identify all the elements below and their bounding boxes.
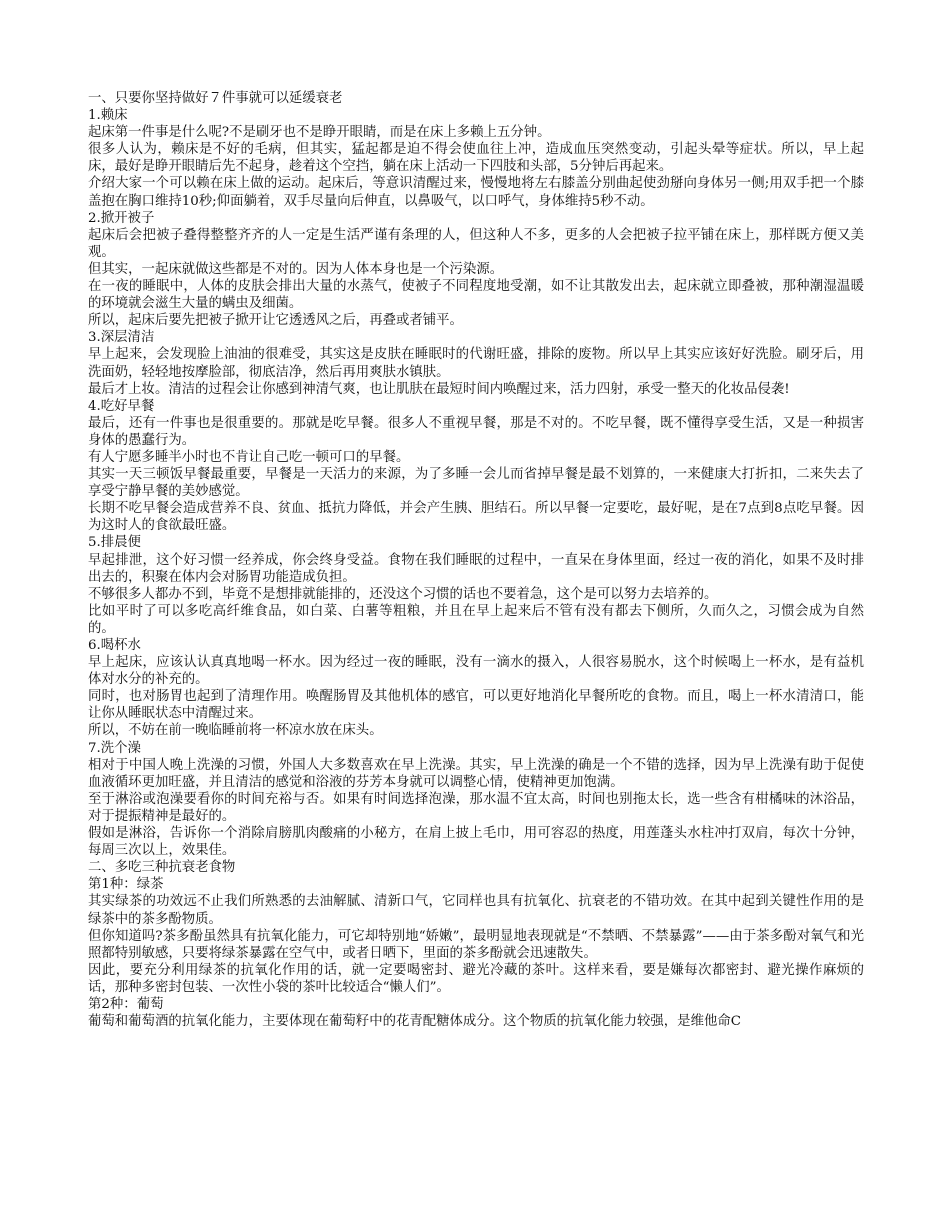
body-paragraph: 很多人认为，赖床是不好的毛病，但其实，猛起都是迫不得会使血往上冲，造成血压突然变动，引起头晕等症状。所以，早上起床，最好是睁开眼睛后先不起身，趁着这个空挡，躺在床上活动一下四肢和头部，5分钟后再起来。	[88, 142, 864, 175]
body-paragraph: 但你知道吗?茶多酚虽然具有抗氧化能力，可它却特别地“娇嫩”，最明显地表现就是“不禁晒、不禁暴露”——由于茶多酚对氧气和光照都特别敏感，只要将绿茶暴露在空气中，或者日晒下，里面的茶多酚就会迅速散失。	[88, 928, 864, 961]
body-paragraph: 在一夜的睡眠中，人体的皮肤会排出大量的水蒸气，使被子不同程度地受潮，如不让其散发出去，起床就立即叠被，那种潮湿温暖的环境就会滋生大量的螨虫及细菌。	[88, 279, 864, 312]
body-paragraph: 比如平时了可以多吃高纤维食品，如白菜、白薯等粗粮，并且在早上起来后不管有没有都去下侧所，久而久之，习惯会成为自然的。	[88, 603, 864, 636]
body-paragraph: 相对于中国人晚上洗澡的习惯，外国人大多数喜欢在早上洗澡。其实，早上洗澡的确是一个不错的选择，因为早上洗澡有助于促使血液循环更加旺盛，并且清洁的感觉和浴液的芬芳本身就可以调整心情，使精神更加饱满。	[88, 757, 864, 790]
body-paragraph: 所以，不妨在前一晚临睡前将一杯凉水放在床头。	[88, 723, 383, 739]
body-paragraph: 葡萄和葡萄酒的抗氧化能力，主要体现在葡萄籽中的花青配糖体成分。这个物质的抗氧化能力较强，是维他命C	[88, 1014, 741, 1030]
section-heading: 第1种：绿茶	[88, 877, 164, 893]
body-paragraph: 其实绿茶的功效远不止我们所熟悉的去油解腻、清新口气，它同样也具有抗氧化、抗衰老的不错功效。在其中起到关键性作用的是绿茶中的茶多酚物质。	[88, 894, 864, 927]
body-paragraph: 最后，还有一件事也是很重要的。那就是吃早餐。很多人不重视早餐，那是不对的。不吃早餐，既不懂得享受生活，又是一种损害身体的愚蠢行为。	[88, 415, 864, 448]
section-heading: 2.掀开被子	[88, 210, 155, 226]
body-paragraph: 其实一天三顿饭早餐最重要，早餐是一天活力的来源，为了多睡一会儿而省掉早餐是最不划算的，一来健康大打折扣，二来失去了享受宁静早餐的美妙感觉。	[88, 467, 864, 500]
body-paragraph: 同时，也对肠胃也起到了清理作用。唤醒肠胃及其他机体的感官，可以更好地消化早餐所吃的食物。而且，喝上一杯水清清口，能让你从睡眠状态中清醒过来。	[88, 689, 864, 722]
section-heading: 二、多吃三种抗衰老食物	[88, 860, 236, 876]
body-paragraph: 所以，起床后要先把被子掀开让它透透风之后，再叠或者铺平。	[88, 313, 463, 329]
body-paragraph: 早上起来，会发现脸上油油的很难受，其实这是皮肤在睡眠时的代谢旺盛，排除的废物。所以早上其实应该好好洗脸。刷牙后，用洗面奶，轻轻地按摩脸部，彻底洁净，然后再用爽肤水镇肤。	[88, 347, 864, 380]
body-paragraph: 起床第一件事是什么呢?不是刷牙也不是睁开眼睛，而是在床上多赖上五分钟。	[88, 125, 551, 141]
document-page	[88, 90, 864, 1030]
section-heading: 5.排晨便	[88, 535, 141, 551]
body-paragraph: 不够很多人都办不到，毕竟不是想排就能排的，还没这个习惯的话也不要着急，这个是可以努力去培养的。	[88, 586, 718, 602]
body-paragraph: 起床后会把被子叠得整整齐齐的人一定是生活严谨有条理的人，但这种人不多，更多的人会把被子拉平铺在床上，那样既方便又美观。	[88, 227, 864, 260]
section-heading: 一、只要你坚持做好７件事就可以延缓衰老	[88, 91, 343, 106]
body-paragraph: 介绍大家一个可以赖在床上做的运动。起床后，等意识清醒过来，慢慢地将左右膝盖分别曲起使劲掰向身体另一侧;用双手把一个膝盖抱在胸口维持10秒;仰面躺着，双手尽量向后伸直，以鼻吸气，以口呼气，身体维持5秒不动。	[88, 176, 864, 209]
section-heading: 6.喝杯水	[88, 638, 141, 653]
body-paragraph: 有人宁愿多睡半小时也不肯让自己吃一顿可口的早餐。	[88, 449, 410, 465]
body-paragraph: 至于淋浴或泡澡要看你的时间充裕与否。如果有时间选择泡澡，那水温不宜太高，时间也别拖太长，选一些含有柑橘味的沐浴品，对于提振精神是最好的。	[88, 791, 864, 824]
section-heading: 3.深层清洁	[88, 330, 155, 346]
body-paragraph: 早上起床，应该认认真真地喝一杯水。因为经过一夜的睡眠，没有一滴水的摄入，人很容易脱水，这个时候喝上一杯水，是有益机体对水分的补充的。	[88, 655, 864, 688]
body-paragraph: 早起排泄，这个好习惯一经养成，你会终身受益。食物在我们睡眠的过程中，一直呆在身体里面，经过一夜的消化，如果不及时排出去的，积聚在体内会对肠胃功能造成负担。	[88, 552, 864, 585]
body-paragraph: 长期不吃早餐会造成营养不良、贫血、抵抗力降低，并会产生胰、胆结石。所以早餐一定要吃，最好呢，是在7点到8点吃早餐。因为这时人的食欲最旺盛。	[88, 501, 864, 534]
section-heading: 7.洗个澡	[88, 740, 141, 756]
body-paragraph: 最后才上妆。清洁的过程会让你感到神清气爽，也让肌肤在最短时间内唤醒过来，活力四射，承受一整天的化妆品侵袭!	[88, 381, 790, 397]
section-heading: 第2种：葡萄	[88, 996, 164, 1012]
section-heading: 1.赖床	[88, 108, 128, 124]
body-paragraph: 因此，要充分利用绿茶的抗氧化作用的话，就一定要喝密封、避光冷藏的茶叶。这样来看，要是嫌每次都密封、避光操作麻烦的话，那种多密封包装、一次性小袋的茶叶比较适合“懒人们”。	[88, 962, 864, 995]
body-paragraph: 假如是淋浴，告诉你一个消除肩膀肌肉酸痛的小秘方，在肩上披上毛巾，用可容忍的热度，用莲蓬头水柱冲打双肩，每次十分钟，每周三次以上，效果佳。	[88, 826, 864, 859]
body-paragraph: 但其实，一起床就做这些都是不对的。因为人体本身也是一个污染源。	[88, 261, 504, 277]
section-heading: 4.吃好早餐	[88, 398, 155, 414]
